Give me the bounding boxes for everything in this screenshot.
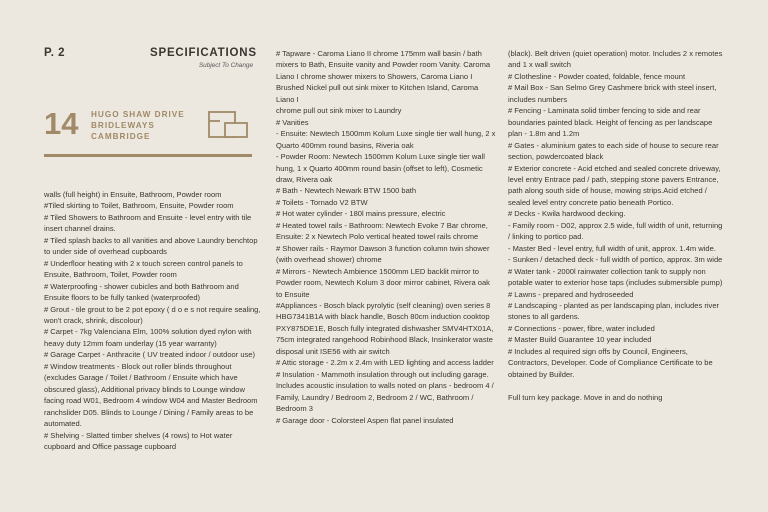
spec-item: # Mail Box - San Selmo Grey Cashmere brick with steel insert, includes numbers <box>508 83 717 104</box>
address-city: CAMBRIDGE <box>91 132 151 141</box>
spec-item: Full turn key package. Move in and do nothing <box>508 392 663 402</box>
spec-column-3 <box>508 48 726 403</box>
spec-item: # Lawns - prepared and hydroseeded <box>508 289 634 299</box>
spec-item: # Bath - Newtech Newark BTW 1500 bath <box>276 186 417 196</box>
spec-column-1 <box>44 189 264 452</box>
spec-item: # Tiled Showers to Bathroom and Ensuite - level entry with tile insert channel drains. <box>44 212 252 234</box>
page-number: P. 2 <box>44 47 65 59</box>
header-rule <box>44 154 252 157</box>
spec-item: # Toilets - Tornado V2 BTW <box>276 197 368 207</box>
spec-item: # Mirrors - Newtech Ambience 1500mm LED backlit mirror to Powder room, Newtech Kolum 3 door mirror cabinet, Rivera oak to Ensuite <box>276 266 490 299</box>
spec-item: # Tiled splash backs to all vanities and above Laundry benchtop to under side of overhead cupboards <box>44 235 258 257</box>
spec-item: # Decks - Kwila hardwood decking. <box>508 209 626 219</box>
spec-item: # Clothesline - Powder coated, foldable, fence mount <box>508 71 686 81</box>
spec-item: # Includes al required sign offs by Council, Engineers, Contractors, Developer. Code of Compliance Certificate to be obtained by Builder. <box>508 346 713 379</box>
spec-item: - Master Bed - level entry, full width of unit, approx. 1.4m wide. <box>508 243 716 253</box>
spec-item: #Tiled skirting to Toilet, Bathroom, Ensuite, Powder room <box>44 201 234 211</box>
spec-item: # Insulation - Mammoth insulation through out including garage. Includes acoustic insulation to walls noted on plans - bedroom 4 / Family, Laundry / Bedroom 2, Bedroom 2 / WC, Bathroom / Bedroom 3 <box>276 369 494 414</box>
address-lines <box>91 109 185 142</box>
spec-item: # Garage Carpet - Anthracite ( UV treated indoor / outdoor use) <box>44 350 256 360</box>
spec-item: walls (full height) in Ensuite, Bathroom, Powder room <box>44 190 222 199</box>
spec-item: # Hot water cylinder - 180l mains pressure, electric <box>276 209 446 219</box>
spec-item: # Shelving - Slatted timber shelves (4 rows) to Hot water cupboard and Office passage cupboard <box>44 430 233 451</box>
spec-item: - Ensuite: Newtech 1500mm Kolum Luxe single tier wall hung, 2 x Quarto 400mm round basins, Riveria oak <box>276 129 496 150</box>
spec-item: # Heated towel rails - Bathroom: Newtech Evoke 7 Bar chrome, Ensuite: 2 x Newtech Polo vertical heated towel rails chrome <box>276 220 488 242</box>
address-street: HUGO SHAW DRIVE <box>91 110 185 119</box>
spec-item: # Window treatments - Block out roller blinds throughout (excludes Garage / Toilet / Bathroom / Ensuite which have obscured glass), Additional privacy blinds to Lounge window facing road W01, Bedroom 4 window W04 and Master Bedroom ranchslider D05. Blinds to Lounge / Dining / Family areas to be automated. <box>44 361 258 429</box>
spec-item: # Grout - tile grout to be 2 pot epoxy ( d o e s not require sealing, won't crack, shrink, discolour) <box>44 304 261 325</box>
spec-item: #Appliances - Bosch black pyrolytic (self cleaning) oven series 8 HBG7341B1A with black handle, Bosch 80cm induction cooktop PXY875DE1E, Bosch fully integrated dishwasher SMV4HTX01A, 75cm integrated rangehood Robinhood Black, Insinkerator waste disposal unit ISE56 with air switch <box>276 300 494 356</box>
address-block <box>44 106 252 154</box>
spec-item: # Connections - power, fibre, water included <box>508 323 655 333</box>
house-plan-icon <box>208 111 248 139</box>
spec-item: # Gates - aluminium gates to each side of house to secure rear section, powdercoated black <box>508 140 719 162</box>
spec-column-2 <box>276 48 498 426</box>
spec-item: # Master Build Guarantee 10 year included <box>508 335 652 345</box>
spec-item: # Exterior concrete - Acid etched and sealed concrete driveway, level entry Entrace pad / path, stepping stone pavers Entrance, path along south side of house, mowing strips.Acid etched / sealed level entry concrete patio beneath Portico. <box>508 163 721 207</box>
spec-item: # Garage door - Colorsteel Aspen flat panel insulated <box>276 415 454 425</box>
address-suburb: BRIDLEWAYS <box>91 121 155 130</box>
spacer <box>508 380 726 391</box>
spec-item: # Water tank - 2000l rainwater collection tank to supply non potable water to exterior hose taps (includes submersible pump) <box>508 266 723 288</box>
spec-item: # Fencing - Laminata solid timber fencing to side and rear boundaries painted black. Height of fencing as per landscape plan - 1.8m and 1.2m <box>508 106 713 139</box>
spec-item: # Waterproofing - shower cubicles and both Bathroom and Ensuite floors to be fully tanked (waterproofed) <box>44 281 239 303</box>
page-title: SPECIFICATIONS <box>150 47 257 59</box>
spec-item: # Carpet - 7kg Valenciana Elm, 100% solution dyed nylon with heavy duty 12mm foam underlay (15 year warranty) <box>44 327 252 348</box>
spec-item: chrome pull out sink mixer to Laundry <box>276 106 402 116</box>
spec-item: # Tapware - Caroma Liano II chrome 175mm wall basin / bath mixers to Bath, Ensuite vanity and Powder room Vanity. Caroma Liano I chrome shower mixers to Showers, Caroma Liano I Brushed Nickel pull out sink mixer to Kitchen Island, Caroma Liano I <box>276 49 491 104</box>
spec-item: # Vanities <box>276 117 309 127</box>
lot-number: 14 <box>44 106 79 141</box>
spec-item: # Attic storage - 2.2m x 2.4m with LED lighting and access ladder <box>276 358 494 368</box>
spec-item: - Powder Room: Newtech 1500mm Kolum Luxe single tier wall hung, 1 x Quarto 400mm round basin (offset to left), Cosmetic draw, Rivera oak <box>276 152 485 184</box>
spec-item: # Landscaping - planted as per landscaping plan, includes river stones to all gardens. <box>508 300 720 322</box>
page-subtitle: Subject To Change <box>198 62 253 69</box>
spec-item: # Underfloor heating with 2 x touch screen control panels to Ensuite, Bathroom, Toilet, Powder room <box>44 258 243 280</box>
spec-item: - Sunken / detached deck - full width of portico, approx. 3m wide <box>508 255 723 265</box>
spec-item: (black). Belt driven (quiet operation) motor. Includes 2 x remotes and 1 x wall switch <box>508 49 723 70</box>
spec-item: - Family room - D02, approx 2.5 wide, full width of unit, returning / linking to portico pad. <box>508 220 723 242</box>
spec-item: # Shower rails - Raymor Dawson 3 function column twin shower (with overhead shower) chrome <box>276 243 490 265</box>
